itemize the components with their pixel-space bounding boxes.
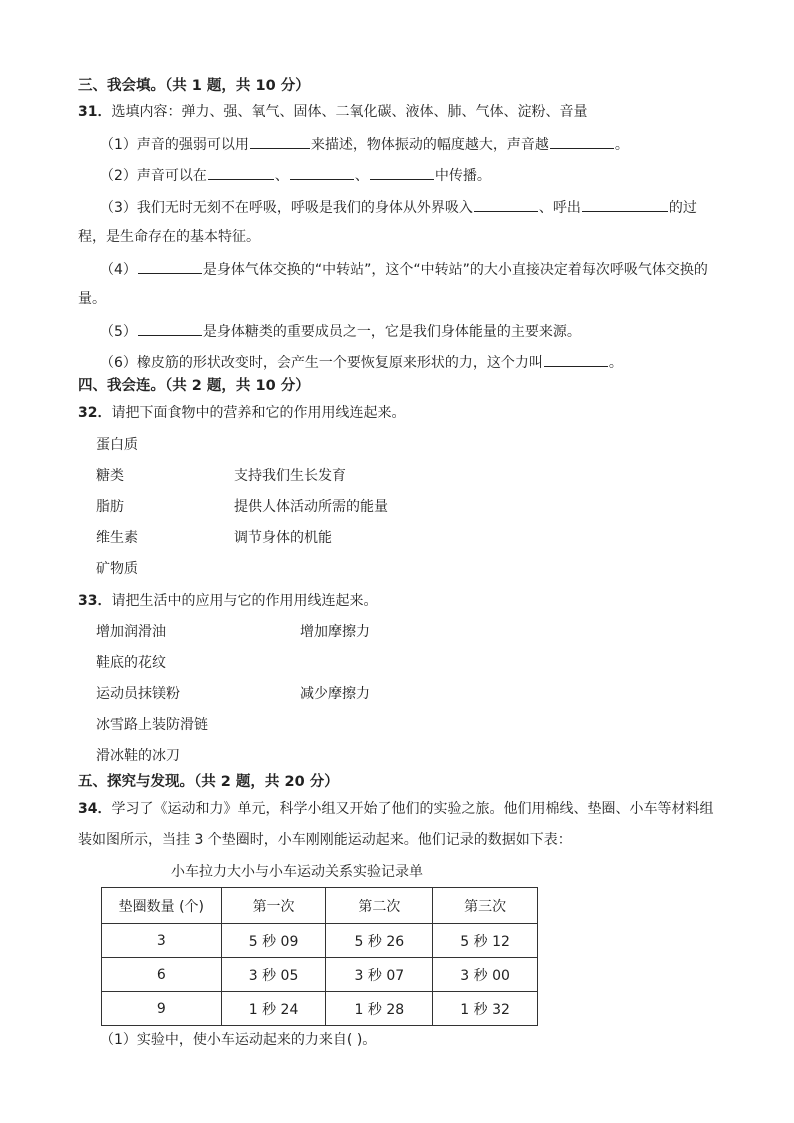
q31-part-5: （5） 是身体糖类的重要成员之一，它是我们身体能量的主要来源。 bbox=[100, 320, 581, 342]
answer-blank[interactable] bbox=[138, 320, 202, 336]
table-header-cell: 第三次 bbox=[433, 888, 538, 924]
table-header-cell: 垫圈数量 (个) bbox=[102, 888, 222, 924]
table-cell: 1 秒 24 bbox=[221, 992, 326, 1026]
question-32-prompt bbox=[78, 403, 405, 423]
q31-part-4-cont: 量。 bbox=[78, 291, 106, 307]
section-5-heading: 五、探究与发现。（共 2 题，共 20 分） bbox=[78, 774, 339, 790]
question-number: 32． bbox=[78, 405, 112, 421]
q31-part-3: （3）我们无时无刻不在呼吸，呼吸是我们的身体从外界吸入 、呼出 的过 bbox=[100, 196, 697, 218]
table-header-cell: 第一次 bbox=[221, 888, 326, 924]
match-right-item[interactable]: 减少摩擦力 bbox=[300, 686, 370, 702]
table-row bbox=[102, 958, 538, 992]
match-right-item[interactable]: 增加摩擦力 bbox=[300, 624, 370, 640]
match-right-item[interactable]: 提供人体活动所需的能量 bbox=[234, 499, 388, 515]
q31-part-1: （1）声音的强弱可以用 来描述，物体振动的幅度越大，声音越 。 bbox=[100, 133, 629, 155]
answer-blank[interactable] bbox=[138, 258, 202, 274]
question-number: 34． bbox=[78, 801, 112, 817]
q31-part-3-cont: 程，是生命存在的基本特征。 bbox=[78, 229, 260, 245]
match-right-item[interactable]: 调节身体的机能 bbox=[234, 530, 332, 546]
question-number: 31． bbox=[78, 104, 112, 120]
table-cell: 3 秒 05 bbox=[221, 958, 326, 992]
question-34-line-1 bbox=[78, 799, 713, 819]
table-cell: 9 bbox=[102, 992, 222, 1026]
table-cell: 6 bbox=[102, 958, 222, 992]
section-4-heading: 四、我会连。（共 2 题，共 10 分） bbox=[78, 378, 310, 394]
table-header-cell: 第二次 bbox=[326, 888, 433, 924]
table-cell: 5 秒 12 bbox=[433, 924, 538, 958]
table-header-row bbox=[102, 888, 538, 924]
match-left-item[interactable]: 维生素 bbox=[96, 530, 138, 546]
match-left-item[interactable]: 蛋白质 bbox=[96, 437, 138, 453]
question-31-prompt bbox=[78, 102, 587, 122]
match-left-item[interactable]: 糖类 bbox=[96, 468, 124, 484]
q34-sub-1: （1）实验中，使小车运动起来的力来自( )。 bbox=[100, 1032, 377, 1048]
answer-blank[interactable] bbox=[250, 133, 310, 149]
section-3-heading: 三、我会填。（共 1 题，共 10 分） bbox=[78, 78, 310, 94]
table-cell: 1 秒 28 bbox=[326, 992, 433, 1026]
question-text: 选填内容：弹力、强、氧气、固体、二氧化碳、液体、肺、气体、淀粉、音量 bbox=[111, 104, 588, 120]
answer-blank[interactable] bbox=[550, 133, 614, 149]
table-cell: 1 秒 32 bbox=[433, 992, 538, 1026]
match-left-item[interactable]: 矿物质 bbox=[96, 561, 138, 577]
match-left-item[interactable]: 鞋底的花纹 bbox=[96, 655, 166, 671]
table-cell: 5 秒 26 bbox=[326, 924, 433, 958]
table-row bbox=[102, 924, 538, 958]
table-cell: 3 秒 00 bbox=[433, 958, 538, 992]
table-cell: 3 秒 07 bbox=[326, 958, 433, 992]
answer-blank[interactable] bbox=[544, 351, 608, 367]
q31-part-6: （6）橡皮筋的形状改变时，会产生一个要恢复原来形状的力，这个力叫 。 bbox=[100, 351, 623, 373]
table-row bbox=[102, 992, 538, 1026]
q31-part-4: （4） 是身体气体交换的“中转站”，这个“中转站”的大小直接决定着每次呼吸气体交换的 bbox=[100, 258, 708, 280]
answer-blank[interactable] bbox=[370, 164, 434, 180]
answer-blank[interactable] bbox=[208, 164, 274, 180]
question-text: 学习了《运动和力》单元，科学小组又开始了他们的实验之旅。他们用棉线、垫圈、小车等材料组 bbox=[111, 801, 714, 817]
match-left-item[interactable]: 运动员抹镁粉 bbox=[96, 686, 180, 702]
question-number: 33． bbox=[78, 593, 112, 609]
match-left-item[interactable]: 滑冰鞋的冰刀 bbox=[96, 748, 180, 764]
answer-blank[interactable] bbox=[582, 196, 668, 212]
question-text: 请把下面食物中的营养和它的作用用线连起来。 bbox=[111, 405, 406, 421]
table-cell: 3 bbox=[102, 924, 222, 958]
q31-part-2: （2）声音可以在 、 、 中传播。 bbox=[100, 164, 491, 186]
answer-blank[interactable] bbox=[474, 196, 538, 212]
match-left-item[interactable]: 脂肪 bbox=[96, 499, 124, 515]
answer-blank[interactable] bbox=[290, 164, 354, 180]
match-left-item[interactable]: 冰雪路上装防滑链 bbox=[96, 717, 208, 733]
match-right-item[interactable]: 支持我们生长发育 bbox=[234, 468, 346, 484]
table-caption: 小车拉力大小与小车运动关系实验记录单 bbox=[171, 864, 423, 880]
match-left-item[interactable]: 增加润滑油 bbox=[96, 624, 166, 640]
table-cell: 5 秒 09 bbox=[221, 924, 326, 958]
question-text: 请把生活中的应用与它的作用用线连起来。 bbox=[111, 593, 378, 609]
question-33-prompt bbox=[78, 591, 377, 611]
experiment-record-table bbox=[101, 887, 538, 1026]
question-34-line-2: 装如图所示，当挂 3 个垫圈时，小车刚刚能运动起来。他们记录的数据如下表： bbox=[78, 832, 572, 848]
